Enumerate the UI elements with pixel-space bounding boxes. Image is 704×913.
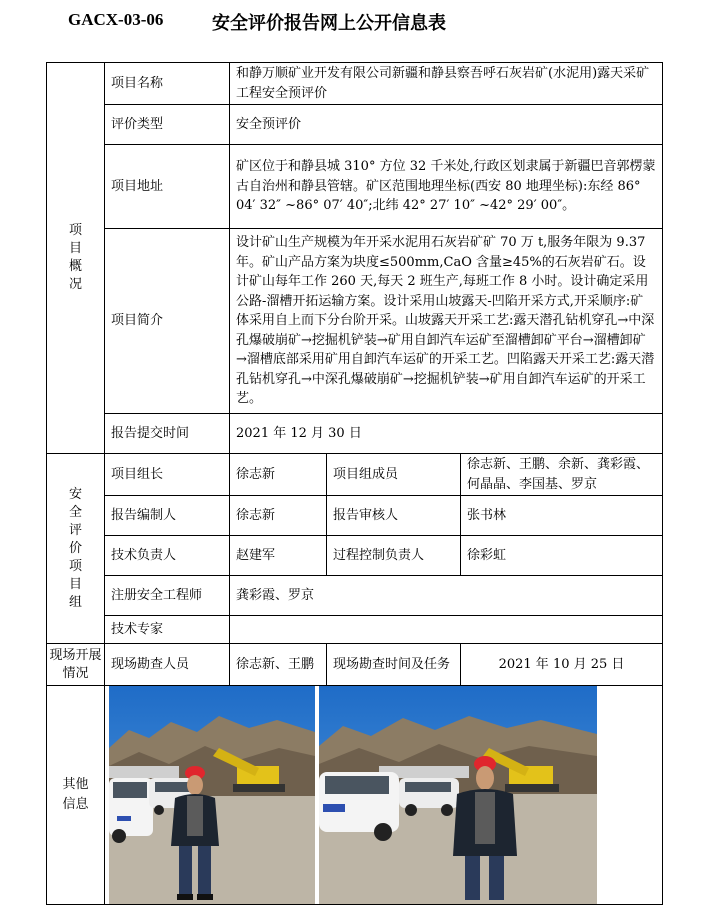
row-leader — [47, 454, 663, 496]
surveyor-label: 现场勘查人员 — [105, 644, 230, 686]
members-value: 徐志新、王鹏、余新、龚彩霞、何晶晶、李国基、罗京 — [461, 454, 663, 496]
intro-value: 设计矿山生产规模为年开采水泥用石灰岩矿矿 70 万 t,服务年限为 9.37 年。矿山产品方案为块度≤500mm,CaO 含量≥45%的石灰岩矿石。设计矿山每年工作 260 天,每天 2 班生产,每班工作 8 小时。设计确定采用公路-溜槽开拓运输方案。设计采用山坡露天-凹陷开采方式,开采顺序:矿体采用自上而下分台阶开采。山坡露天开采工艺:露天潜孔钻机穿孔→中深孔爆破崩矿→挖掘机铲装→矿用自卸汽车运矿至溜槽卸矿平台→溜槽卸矿→溜槽底部采用矿用自卸汽车运矿的开采工艺。凹陷露天开采工艺:露天潜孔钻机穿孔→中深孔爆破崩矿→挖掘机铲装→矿用自卸汽车运矿的开采工艺。 — [230, 229, 663, 414]
reviewer-label: 报告审核人 — [327, 496, 461, 536]
document-code: GACX-03-06 — [68, 10, 164, 29]
row-tech-lead — [47, 536, 663, 576]
top-rule — [0, 0, 704, 2]
reviewer-value: 张书林 — [461, 496, 663, 536]
section-team: 安全评价项目组 — [47, 454, 105, 644]
tech-lead-label: 技术负责人 — [105, 536, 230, 576]
intro-label: 项目简介 — [105, 229, 230, 414]
row-submit-time — [47, 414, 663, 454]
row-other — [47, 686, 663, 905]
tech-lead-value: 赵建军 — [230, 536, 327, 576]
photos-cell — [105, 686, 663, 905]
section-other: 其他信息 — [47, 686, 105, 905]
expert-value — [230, 616, 663, 644]
eval-type-value: 安全预评价 — [230, 105, 663, 145]
row-engineer — [47, 576, 663, 616]
site-photo-2 — [319, 686, 597, 904]
process-lead-value: 徐彩虹 — [461, 536, 663, 576]
info-table — [46, 62, 663, 905]
row-eval-type — [47, 105, 663, 145]
section-overview: 项目概况 — [47, 63, 105, 454]
surveyor-value: 徐志新、王鹏 — [230, 644, 327, 686]
project-name-value: 和静万顺矿业开发有限公司新疆和静县察吾呼石灰岩矿(水泥用)露天采矿工程安全预评价 — [230, 63, 663, 105]
author-value: 徐志新 — [230, 496, 327, 536]
site-photo-1 — [109, 686, 315, 904]
process-lead-label: 过程控制负责人 — [327, 536, 461, 576]
shed — [109, 766, 179, 778]
white-suv-1 — [319, 772, 399, 841]
survey-time-value: 2021 年 10 月 25 日 — [461, 644, 663, 686]
row-address — [47, 145, 663, 229]
section-site: 现场开展情况 — [47, 644, 105, 686]
row-site — [47, 644, 663, 686]
white-suv-1 — [109, 778, 153, 843]
leader-label: 项目组长 — [105, 454, 230, 496]
leader-value: 徐志新 — [230, 454, 327, 496]
row-project-name — [47, 63, 663, 105]
project-name-label: 项目名称 — [105, 63, 230, 105]
members-label: 项目组成员 — [327, 454, 461, 496]
engineer-label: 注册安全工程师 — [105, 576, 230, 616]
row-intro — [47, 229, 663, 414]
eval-type-label: 评价类型 — [105, 105, 230, 145]
survey-time-label: 现场勘查时间及任务 — [327, 644, 461, 686]
row-expert — [47, 616, 663, 644]
author-label: 报告编制人 — [105, 496, 230, 536]
expert-label: 技术专家 — [105, 616, 230, 644]
submit-time-value: 2021 年 12 月 30 日 — [230, 414, 663, 454]
row-author — [47, 496, 663, 536]
address-value: 矿区位于和静县城 310° 方位 32 千米处,行政区划隶属于新疆巴音郭楞蒙古自治州和静县管辖。矿区范围地理坐标(西安 80 地理坐标):东经 86° 04′ 32″ ~86° 07′ 40″;北纬 42° 27′ 10″ ~42° 29′ 00″。 — [230, 145, 663, 229]
document-title: 安全评价报告网上公开信息表 — [212, 13, 446, 34]
address-label: 项目地址 — [105, 145, 230, 229]
engineer-value: 龚彩霞、罗京 — [230, 576, 663, 616]
submit-time-label: 报告提交时间 — [105, 414, 230, 454]
